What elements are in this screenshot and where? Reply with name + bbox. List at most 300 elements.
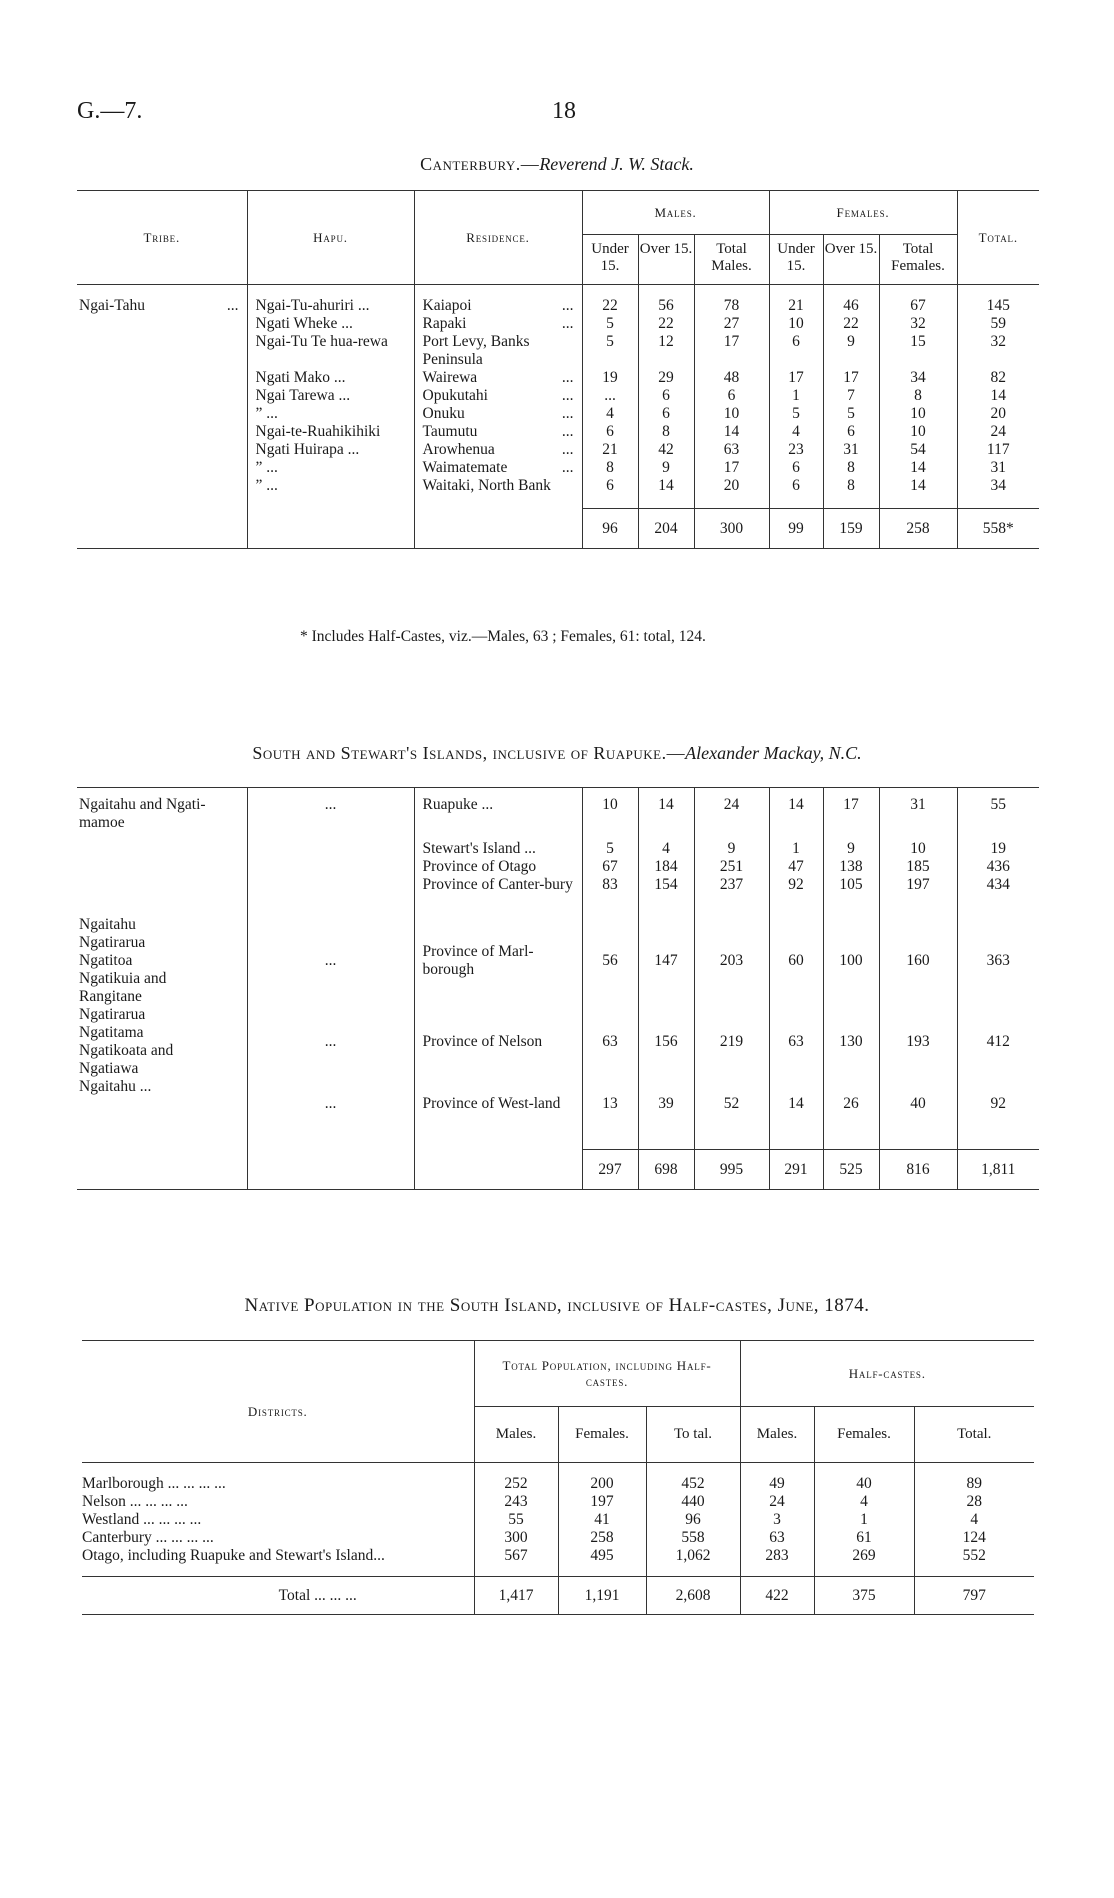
table-row: [77, 796, 1039, 840]
tribe-cell: [77, 477, 247, 495]
value-cell: ...: [582, 387, 638, 405]
total-cell: 99: [769, 509, 823, 549]
value-cell: 283: [740, 1547, 814, 1565]
tribe-cell: [77, 369, 247, 387]
blank-cell: [414, 1150, 582, 1190]
value-cell: 219: [694, 1006, 769, 1078]
value-cell: 6: [823, 423, 879, 441]
value-cell: 59: [957, 315, 1039, 333]
table-row: [77, 297, 1039, 315]
value-cell: 63: [694, 441, 769, 459]
total-cell: 1,417: [474, 1577, 558, 1615]
value-cell: 6: [769, 477, 823, 495]
section1-title: [0, 154, 1114, 175]
section1-footnote: * Includes Half-Castes, viz.—Males, 63 ; Females, 61: total, 124.: [300, 628, 706, 645]
hapu-cell: Ngai-te-Ruahikihiki: [247, 423, 414, 441]
total-cell: 525: [823, 1150, 879, 1190]
total-cell: 422: [740, 1577, 814, 1615]
value-cell: 7: [823, 387, 879, 405]
table-row: [77, 858, 1039, 876]
col-hc-males: Males.: [740, 1407, 814, 1463]
value-cell: 434: [957, 876, 1039, 916]
hapu-cell: ...: [247, 1078, 414, 1130]
value-cell: 29: [638, 369, 694, 387]
col-residence: Residence.: [414, 191, 582, 285]
value-cell: 83: [582, 876, 638, 916]
table-row: [77, 441, 1039, 459]
hapu-cell: ” ...: [247, 405, 414, 423]
table-row: [77, 477, 1039, 495]
canterbury-table: [77, 190, 1039, 549]
value-cell: 9: [823, 333, 879, 369]
hapu-cell: ...: [247, 796, 414, 840]
value-cell: 17: [823, 369, 879, 387]
value-cell: 15: [879, 333, 957, 369]
value-cell: 24: [694, 796, 769, 840]
value-cell: 24: [957, 423, 1039, 441]
value-cell: 20: [694, 477, 769, 495]
residence-name: Waimatemate: [422, 458, 508, 476]
value-cell: 40: [879, 1078, 957, 1130]
district-cell: Marlborough ... ... ... ...: [82, 1474, 226, 1492]
value-cell: 20: [957, 405, 1039, 423]
table-row: [77, 315, 1039, 333]
tribe-cell: Ngatirarua Ngatitama Ngatikoata and Ngatiawa: [79, 1005, 174, 1077]
value-cell: 558: [646, 1529, 740, 1547]
page-reference: G.—7.: [77, 98, 143, 124]
value-cell: 39: [638, 1078, 694, 1130]
tribe-cell: [77, 333, 247, 369]
table-row: [82, 1547, 1034, 1565]
value-cell: 10: [769, 315, 823, 333]
value-cell: 14: [638, 477, 694, 495]
value-cell: 5: [582, 315, 638, 333]
value-cell: 31: [879, 796, 957, 840]
residence-cell: Ruapuke ...: [414, 796, 582, 840]
col-total-m: Total Males.: [694, 235, 769, 285]
value-cell: 495: [558, 1547, 646, 1565]
value-cell: 552: [914, 1547, 1034, 1565]
totals-row: [77, 509, 1039, 549]
residence-name: Rapaki: [422, 314, 467, 332]
value-cell: 24: [740, 1493, 814, 1511]
value-cell: 10: [694, 405, 769, 423]
value-cell: 56: [638, 297, 694, 315]
value-cell: 5: [582, 333, 638, 369]
total-label: Total ... ... ...: [82, 1577, 474, 1615]
value-cell: 14: [769, 1078, 823, 1130]
tribe-cell: [77, 405, 247, 423]
value-cell: 1: [769, 840, 823, 858]
value-cell: 5: [823, 405, 879, 423]
residence-dots: ...: [561, 386, 574, 404]
value-cell: 147: [638, 916, 694, 1006]
table-row: [77, 369, 1039, 387]
total-cell: 96: [582, 509, 638, 549]
section3-title: Native Population in the South Island, inclusive of Half-castes, June, 1874.: [244, 1295, 870, 1316]
value-cell: 14: [879, 477, 957, 495]
value-cell: 197: [558, 1493, 646, 1511]
value-cell: 55: [957, 796, 1039, 840]
residence-dots: ...: [561, 422, 574, 440]
value-cell: 92: [957, 1078, 1039, 1130]
total-cell: 291: [769, 1150, 823, 1190]
tribe-cell: Ngaitahu ...: [79, 1077, 152, 1095]
table-row: [77, 405, 1039, 423]
table-row: [77, 387, 1039, 405]
hapu-cell: [247, 858, 414, 876]
table-row: [77, 459, 1039, 477]
table-row: [82, 1475, 1034, 1493]
residence-cell: [414, 333, 582, 369]
hapu-cell: ...: [247, 916, 414, 1006]
col-under-m: Under 15.: [582, 235, 638, 285]
value-cell: 6: [694, 387, 769, 405]
value-cell: 243: [474, 1493, 558, 1511]
residence-cell: Province of Marl-borough: [414, 916, 582, 1006]
col-half-castes: Half-castes.: [740, 1341, 1034, 1407]
south-stewart-table: [77, 787, 1039, 1190]
tribe-dots: ...: [226, 296, 239, 314]
section1-title-author: Reverend J. W. Stack.: [539, 154, 694, 174]
value-cell: 34: [957, 477, 1039, 495]
value-cell: 14: [694, 423, 769, 441]
table-row: [77, 916, 1039, 1006]
hapu-cell: [247, 840, 414, 858]
table-row: [77, 423, 1039, 441]
value-cell: 14: [638, 796, 694, 840]
residence-dots: ...: [561, 404, 574, 422]
col-males: Males.: [582, 191, 769, 235]
residence-cell: Province of Canter-bury: [414, 876, 582, 916]
value-cell: 78: [694, 297, 769, 315]
value-cell: 49: [740, 1475, 814, 1493]
value-cell: 17: [769, 369, 823, 387]
value-cell: 8: [823, 477, 879, 495]
col-males: Males.: [474, 1407, 558, 1463]
col-females: Females.: [769, 191, 957, 235]
blank-cell: [77, 1150, 247, 1190]
value-cell: 21: [582, 441, 638, 459]
tribe-cell: [77, 297, 247, 315]
tribe-name: Ngai-Tahu: [79, 296, 146, 314]
table-row: [82, 1493, 1034, 1511]
value-cell: 5: [582, 840, 638, 858]
value-cell: 41: [558, 1511, 646, 1529]
value-cell: 54: [879, 441, 957, 459]
col-districts: Districts.: [247, 1403, 308, 1419]
table-row: [77, 1006, 1039, 1078]
value-cell: 124: [914, 1529, 1034, 1547]
tribe-cell: Ngaitahu and Ngati-mamoe: [79, 795, 206, 831]
total-cell: 204: [638, 509, 694, 549]
tribe-cell: [77, 387, 247, 405]
value-cell: 9: [694, 840, 769, 858]
district-cell: Canterbury ... ... ... ...: [82, 1528, 214, 1546]
value-cell: 8: [638, 423, 694, 441]
residence-name: Port Levy, Banks Peninsula: [422, 332, 530, 368]
total-cell: 995: [694, 1150, 769, 1190]
district-cell: Nelson ... ... ... ...: [82, 1492, 188, 1510]
value-cell: 193: [879, 1006, 957, 1078]
table-row: [82, 1529, 1034, 1547]
hapu-cell: Ngai-Tu-ahuriri ...: [247, 297, 414, 315]
value-cell: 412: [957, 1006, 1039, 1078]
residence-name: Waitaki, North Bank: [422, 476, 551, 494]
value-cell: 82: [957, 369, 1039, 387]
value-cell: 48: [694, 369, 769, 387]
residence-name: Onuku: [422, 404, 465, 422]
value-cell: 46: [823, 297, 879, 315]
value-cell: 22: [582, 297, 638, 315]
total-cell: 300: [694, 509, 769, 549]
residence-name: Arowhenua: [422, 440, 495, 458]
value-cell: 185: [879, 858, 957, 876]
hapu-cell: Ngati Mako ...: [247, 369, 414, 387]
residence-dots: ...: [561, 368, 574, 386]
value-cell: 1,062: [646, 1547, 740, 1565]
value-cell: 31: [957, 459, 1039, 477]
value-cell: 13: [582, 1078, 638, 1130]
value-cell: 34: [879, 369, 957, 387]
hapu-cell: [247, 876, 414, 916]
value-cell: 63: [740, 1529, 814, 1547]
tribe-cell: [77, 840, 247, 858]
total-cell: 797: [914, 1577, 1034, 1615]
col-over-f: Over 15.: [823, 235, 879, 285]
page-number: 18: [552, 98, 576, 124]
value-cell: 92: [769, 876, 823, 916]
total-cell: 2,608: [646, 1577, 740, 1615]
col-females: Females.: [558, 1407, 646, 1463]
col-total-pop: Total Population, including Half-castes.: [474, 1341, 740, 1407]
residence-cell: [414, 297, 582, 315]
table-row: [77, 876, 1039, 916]
col-over-m: Over 15.: [638, 235, 694, 285]
value-cell: 5: [769, 405, 823, 423]
col-hc-total: Total.: [914, 1407, 1034, 1463]
value-cell: 452: [646, 1475, 740, 1493]
value-cell: 258: [558, 1529, 646, 1547]
tribe-cell: Ngaitahu Ngatirarua Ngatitoa Ngatikuia and Rangitane: [79, 915, 167, 1005]
value-cell: 130: [823, 1006, 879, 1078]
tribe-cell: [77, 876, 247, 916]
value-cell: 100: [823, 916, 879, 1006]
value-cell: 300: [474, 1529, 558, 1547]
value-cell: 14: [957, 387, 1039, 405]
value-cell: 9: [823, 840, 879, 858]
residence-dots: ...: [561, 458, 574, 476]
totals-row: [82, 1577, 1034, 1615]
value-cell: 436: [957, 858, 1039, 876]
value-cell: 10: [879, 840, 957, 858]
value-cell: 160: [879, 916, 957, 1006]
totals-row: [77, 1150, 1039, 1190]
value-cell: 42: [638, 441, 694, 459]
residence-name: Kaiapoi: [422, 296, 472, 314]
total-cell: 258: [879, 509, 957, 549]
col-hapu: Hapu.: [247, 191, 414, 285]
value-cell: 200: [558, 1475, 646, 1493]
value-cell: 197: [879, 876, 957, 916]
hapu-cell: Ngati Huirapa ...: [247, 441, 414, 459]
value-cell: 6: [769, 333, 823, 369]
total-cell: 558*: [957, 509, 1039, 549]
value-cell: 6: [582, 477, 638, 495]
value-cell: 23: [769, 441, 823, 459]
residence-cell: [414, 369, 582, 387]
value-cell: 4: [914, 1511, 1034, 1529]
value-cell: 17: [694, 333, 769, 369]
blank-cell: [414, 509, 582, 549]
residence-cell: Province of West-land: [414, 1078, 582, 1130]
value-cell: 117: [957, 441, 1039, 459]
value-cell: 60: [769, 916, 823, 1006]
residence-dots: ...: [561, 314, 574, 332]
value-cell: 63: [582, 1006, 638, 1078]
value-cell: 105: [823, 876, 879, 916]
residence-cell: [414, 315, 582, 333]
table-row: [77, 840, 1039, 858]
value-cell: 17: [694, 459, 769, 477]
total-cell: 159: [823, 509, 879, 549]
value-cell: 10: [879, 423, 957, 441]
residence-cell: [414, 441, 582, 459]
value-cell: 184: [638, 858, 694, 876]
section2-title-author: Alexander Mackay, N.C.: [685, 743, 862, 763]
total-cell: 375: [814, 1577, 914, 1615]
value-cell: 237: [694, 876, 769, 916]
value-cell: 21: [769, 297, 823, 315]
value-cell: 4: [582, 405, 638, 423]
value-cell: 26: [823, 1078, 879, 1130]
col-total-f: Total Females.: [879, 235, 957, 285]
district-cell: Otago, including Ruapuke and Stewart's Island...: [82, 1546, 385, 1564]
value-cell: 145: [957, 297, 1039, 315]
section1-title-region: Canterbury.—: [420, 154, 540, 174]
district-cell: Westland ... ... ... ...: [82, 1510, 202, 1528]
value-cell: 55: [474, 1511, 558, 1529]
residence-name: Opukutahi: [422, 386, 488, 404]
value-cell: 12: [638, 333, 694, 369]
value-cell: 6: [769, 459, 823, 477]
residence-dots: ...: [561, 440, 574, 458]
hapu-cell: ” ...: [247, 477, 414, 495]
value-cell: 269: [814, 1547, 914, 1565]
value-cell: 6: [638, 405, 694, 423]
value-cell: 52: [694, 1078, 769, 1130]
section2-title: [0, 743, 1114, 764]
hapu-cell: Ngai Tarewa ...: [247, 387, 414, 405]
value-cell: 47: [769, 858, 823, 876]
value-cell: 8: [879, 387, 957, 405]
value-cell: 32: [879, 315, 957, 333]
value-cell: 1: [769, 387, 823, 405]
value-cell: 4: [814, 1493, 914, 1511]
residence-cell: Stewart's Island ...: [414, 840, 582, 858]
value-cell: 3: [740, 1511, 814, 1529]
blank-cell: [247, 509, 414, 549]
value-cell: 27: [694, 315, 769, 333]
residence-cell: Province of Otago: [414, 858, 582, 876]
value-cell: 6: [582, 423, 638, 441]
tribe-cell: [77, 459, 247, 477]
residence-cell: [414, 477, 582, 495]
value-cell: 10: [582, 796, 638, 840]
value-cell: 17: [823, 796, 879, 840]
residence-cell: [414, 423, 582, 441]
tribe-cell: [77, 315, 247, 333]
total-cell: 698: [638, 1150, 694, 1190]
tribe-cell: [77, 441, 247, 459]
table-row: [82, 1511, 1034, 1529]
value-cell: 8: [823, 459, 879, 477]
value-cell: 4: [638, 840, 694, 858]
value-cell: 31: [823, 441, 879, 459]
table-row: [77, 333, 1039, 369]
col-under-f: Under 15.: [769, 235, 823, 285]
value-cell: 67: [582, 858, 638, 876]
value-cell: 440: [646, 1493, 740, 1511]
value-cell: 252: [474, 1475, 558, 1493]
value-cell: 138: [823, 858, 879, 876]
total-cell: 297: [582, 1150, 638, 1190]
residence-name: Wairewa: [422, 368, 478, 386]
value-cell: 4: [769, 423, 823, 441]
residence-cell: [414, 459, 582, 477]
col-total: Total.: [957, 191, 1039, 285]
value-cell: 1: [814, 1511, 914, 1529]
value-cell: 154: [638, 876, 694, 916]
value-cell: 251: [694, 858, 769, 876]
value-cell: 19: [957, 840, 1039, 858]
residence-cell: [414, 405, 582, 423]
hapu-cell: Ngati Wheke ...: [247, 315, 414, 333]
value-cell: 32: [957, 333, 1039, 369]
value-cell: 61: [814, 1529, 914, 1547]
residence-dots: ...: [561, 296, 574, 314]
residence-cell: Province of Nelson: [414, 1006, 582, 1078]
tribe-cell: [77, 858, 247, 876]
tribe-cell: [77, 423, 247, 441]
total-cell: 1,191: [558, 1577, 646, 1615]
value-cell: 203: [694, 916, 769, 1006]
table-row: [77, 1078, 1039, 1130]
blank-cell: [247, 1150, 414, 1190]
value-cell: 40: [814, 1475, 914, 1493]
south-island-table: [82, 1340, 1034, 1615]
value-cell: 567: [474, 1547, 558, 1565]
value-cell: 8: [582, 459, 638, 477]
value-cell: 22: [638, 315, 694, 333]
value-cell: 6: [638, 387, 694, 405]
col-hc-females: Females.: [814, 1407, 914, 1463]
value-cell: 22: [823, 315, 879, 333]
value-cell: 89: [914, 1475, 1034, 1493]
value-cell: 67: [879, 297, 957, 315]
value-cell: 14: [769, 796, 823, 840]
value-cell: 156: [638, 1006, 694, 1078]
value-cell: 56: [582, 916, 638, 1006]
value-cell: 63: [769, 1006, 823, 1078]
col-total: To tal.: [646, 1407, 740, 1463]
section2-title-region: South and Stewart's Islands, inclusive of Ruapuke.—: [252, 743, 686, 763]
residence-cell: [414, 387, 582, 405]
hapu-cell: ...: [247, 1006, 414, 1078]
col-tribe: Tribe.: [143, 229, 180, 245]
value-cell: 9: [638, 459, 694, 477]
residence-name: Taumutu: [422, 422, 478, 440]
